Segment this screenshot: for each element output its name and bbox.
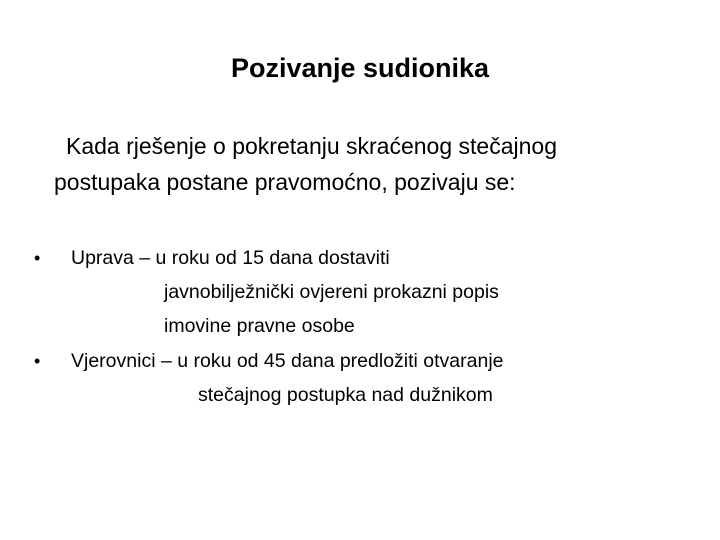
- bullet-line: stečajnog postupka nad dužnikom: [198, 384, 493, 406]
- bullet-icon: •: [34, 351, 41, 371]
- bullet-line: javnobilježnički ovjereni prokazni popis: [164, 281, 499, 303]
- bullet-line: Vjerovnici – u roku od 45 dana predložiti otvaranje: [71, 350, 504, 372]
- slide-title: Pozivanje sudionika: [230, 53, 490, 83]
- intro-line: postupaka postane pravomoćno, pozivaju se:: [54, 169, 516, 195]
- bullet-line: Uprava – u roku od 15 dana dostaviti: [71, 247, 390, 269]
- bullet-line: imovine pravne osobe: [164, 315, 355, 337]
- intro-line: Kada rješenje o pokretanju skraćenog stečajnog: [66, 133, 557, 159]
- bullet-icon: •: [34, 248, 41, 268]
